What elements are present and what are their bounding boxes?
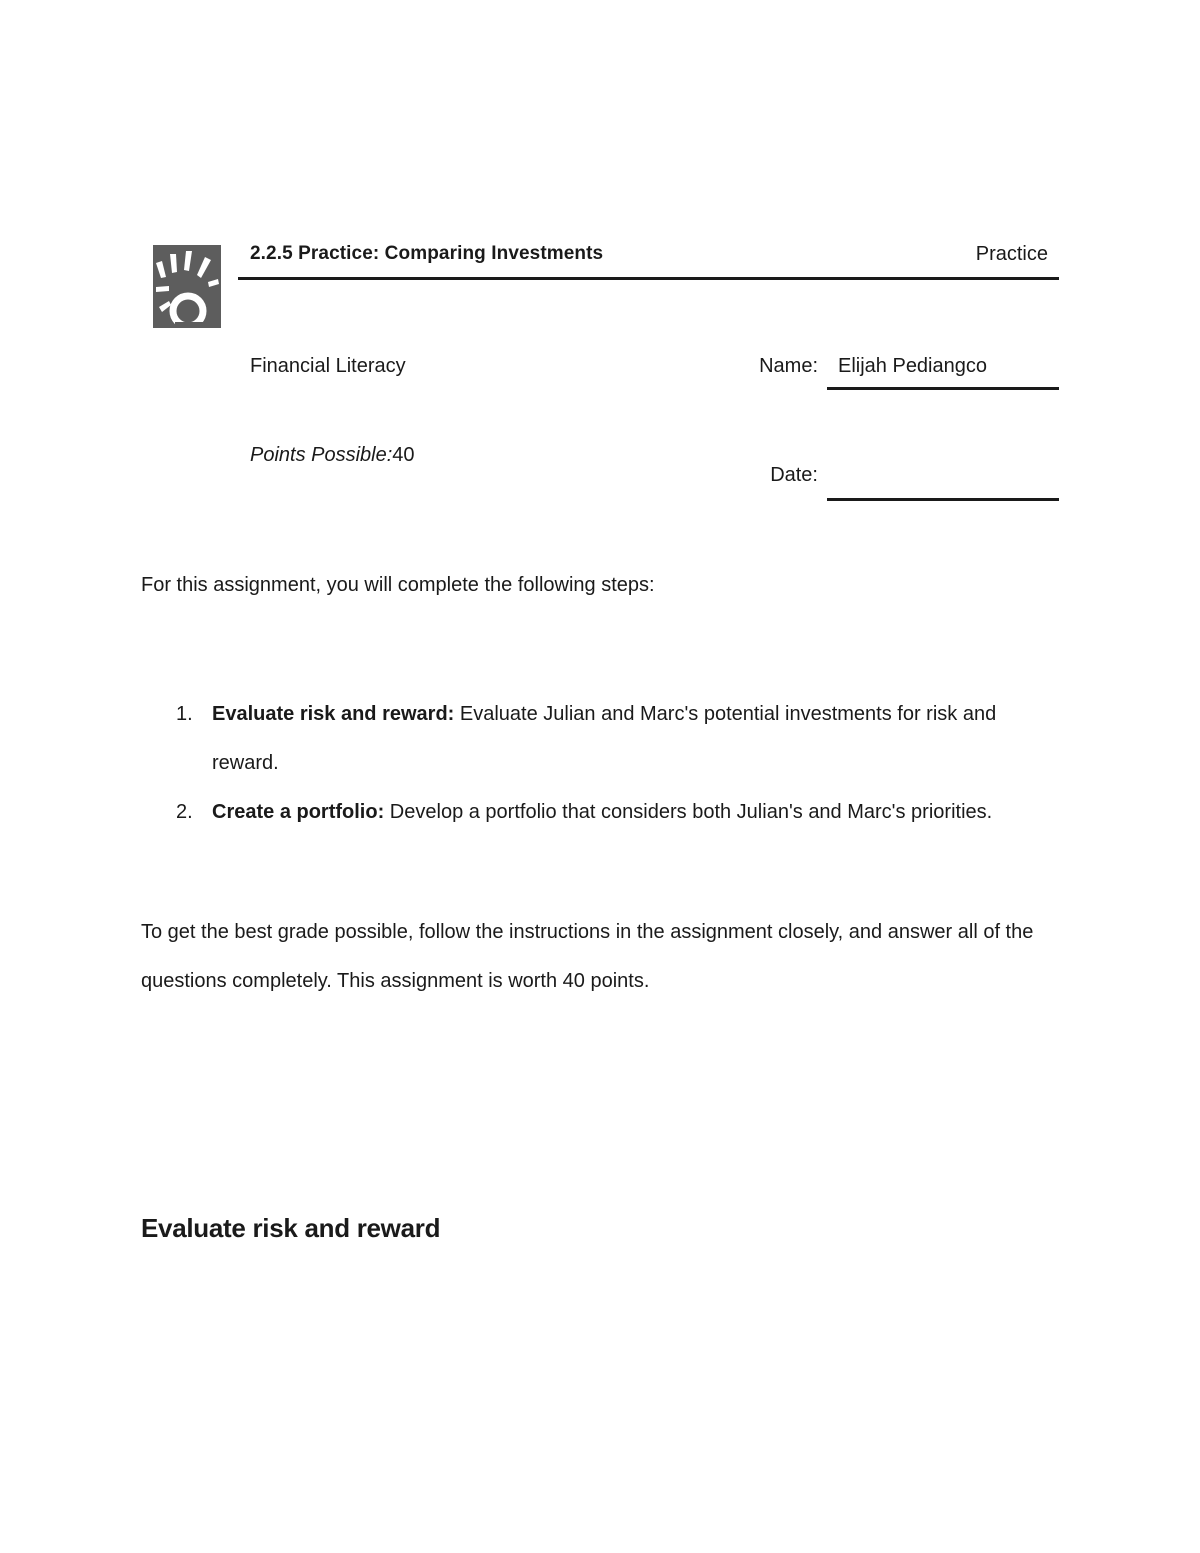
step-number: 1. [176, 703, 193, 725]
list-item [141, 788, 1061, 837]
step-title: Create a portfolio: [212, 801, 385, 823]
instructions-paragraph: To get the best grade possible, follow the instructions in the assignment closely, and answer all of the questions completely. This assignment is worth 40 points. [141, 921, 1034, 992]
step-number: 2. [176, 801, 193, 823]
list-item [141, 690, 1061, 788]
header-divider [238, 277, 1059, 280]
intro-text: For this assignment, you will complete the following steps: [141, 574, 655, 596]
lightbulb-rays-icon [153, 245, 221, 328]
name-label: Name: [759, 355, 818, 377]
assignment-title: 2.2.5 Practice: Comparing Investments [250, 243, 604, 264]
name-field[interactable]: Elijah Pediangco [838, 355, 987, 377]
section-heading: Evaluate risk and reward [141, 1213, 441, 1243]
points-value: 40 [392, 444, 415, 466]
logo [153, 245, 221, 328]
steps-list [141, 690, 1061, 837]
step-text: Evaluate Julian and Marc's potential investments for risk and reward. [212, 703, 997, 774]
date-field[interactable] [827, 498, 1059, 501]
points-possible [250, 444, 415, 467]
step-text: Develop a portfolio that considers both Julian's and Marc's priorities. [384, 801, 993, 823]
points-label: Points Possible: [250, 444, 393, 466]
step-title: Evaluate risk and reward: [212, 703, 455, 725]
course-name: Financial Literacy [250, 355, 406, 377]
assignment-type: Practice [975, 243, 1048, 265]
name-underline [827, 387, 1059, 390]
date-label: Date: [770, 464, 818, 486]
